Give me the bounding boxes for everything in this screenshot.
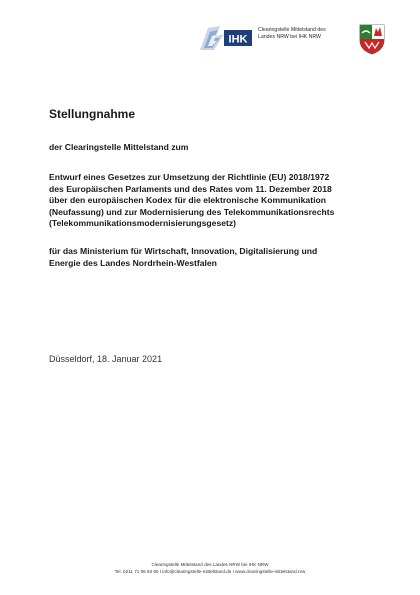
recipient-line: für das Ministerium für Wirtschaft, Innovation, Digitalisierung und: [49, 246, 318, 256]
org-name: [258, 27, 354, 41]
footer-line-2: Tel. 0211 71 06 63 90 I info@clearingstelle-mittelstand.de I www.clearingstelle-mittelstand.nrw: [114, 569, 306, 574]
subject-line: Entwurf eines Gesetzes zur Umsetzung der Richtlinie (EU) 2018/1972: [49, 172, 330, 182]
nrw-coat-of-arms-icon: [356, 22, 388, 56]
org-name-line-2: Landes NRW bei IHK NRW: [258, 34, 321, 40]
subject-line: des Europäischen Parlaments und des Rates vom 11. Dezember 2018: [49, 183, 332, 194]
document-subtitle: der Clearingstelle Mittelstand zum: [49, 142, 189, 152]
subject-line: (Neufassung) und zur Modernisierung des Telekommunikationsrechts: [49, 206, 335, 217]
nrw-crest: [356, 22, 388, 56]
ihk-eagle-icon: [198, 22, 254, 54]
subject-line: (Telekommunikationsmodernisierungsgesetz): [49, 218, 237, 228]
document-title: Stellungnahme: [49, 107, 136, 121]
header-logos: [198, 22, 388, 56]
ihk-logo-text: IHK: [228, 33, 248, 46]
ihk-logo: [198, 22, 254, 54]
document-subject: [49, 172, 379, 230]
footer: [0, 561, 420, 575]
document-recipient: [49, 246, 379, 269]
place-date: Düsseldorf, 18. Januar 2021: [49, 354, 163, 364]
footer-line-1: Clearingstelle Mittelstand des Landes NRW bei IHK NRW: [151, 562, 269, 567]
recipient-line: Energie des Landes Nordrhein-Westfalen: [49, 257, 217, 268]
org-name-line-1: Clearingstelle Mittelstand des: [258, 27, 326, 33]
subject-line: über den europäischen Kodex für die elektronische Kommunikation: [49, 195, 326, 205]
